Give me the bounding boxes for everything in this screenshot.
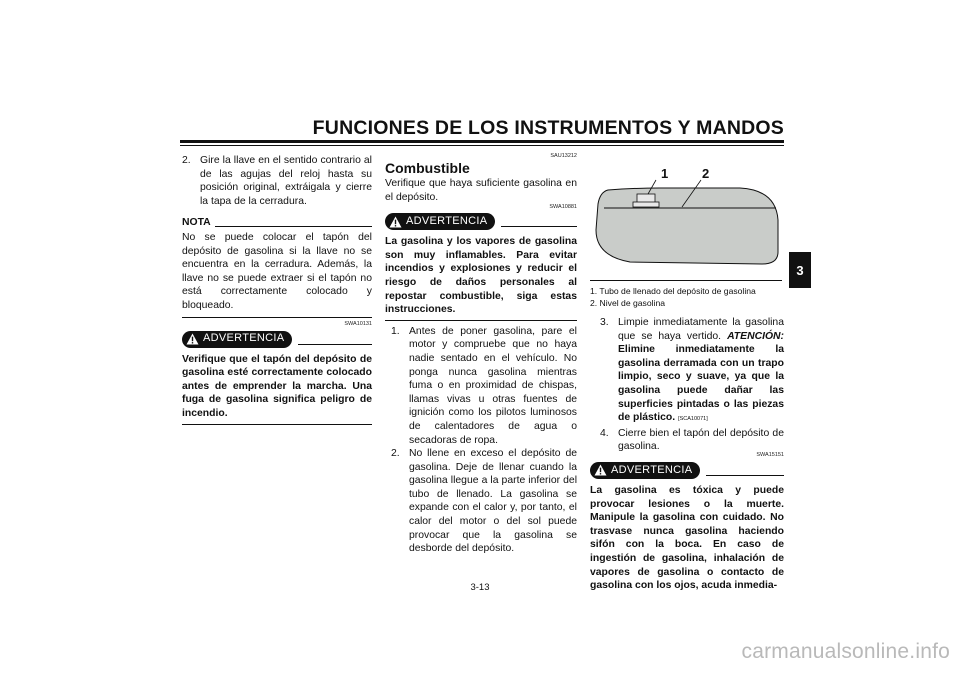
- header-rule-thin: [180, 145, 784, 146]
- warning-code: SWA10131: [344, 320, 372, 327]
- page-header-title: FUNCIONES DE LOS INSTRUMENTOS Y MANDOS: [312, 117, 784, 139]
- attention-text: Elimine inmediatamente la gasolina derramada con un trapo limpio, seco y suave, ya que la gasolina puede dañar las superficies pintadas o las piezas de plástico.: [618, 344, 784, 424]
- warning-text: La gasolina y los vapores de gasolina son muy inflamables. Para evitar incendios y explosiones y reducir el riesgo de daños personales al repostar combustible, siga estas instrucciones.: [385, 236, 577, 316]
- warning-text: Verifique que el tapón del depósito de gasolina esté correctamente colocado antes de emprender la marcha. Una fuga de gasolina significa peligro de incendio.: [182, 353, 372, 419]
- warning-badge: [590, 462, 700, 479]
- step-3: [600, 316, 784, 427]
- figure-rule: [590, 280, 782, 281]
- figure-label-2: 2: [702, 166, 710, 181]
- warning-rule: [501, 226, 577, 227]
- section-heading: Combustible: [385, 160, 470, 176]
- step-2: [391, 447, 577, 556]
- nota-text: No se puede colocar el tapón del depósito de gasolina si la llave no se encuentra en la cerradura. Además, la llave no se puede extraer si el tapón no está correctamente colocado y bloqueado.: [182, 231, 372, 311]
- figure-caption-2: 2. Nivel de gasolina: [590, 298, 666, 308]
- step-text: No llene en exceso el depósito de gasolina. Deje de llenar cuando la gasolina llegue a la parte inferior del tubo de llenado. La gasolina se expande con el calor y, por tanto, el calor del motor o del sol puede provocar que la gasolina se desborde del depósito.: [409, 448, 577, 555]
- figure-label-1: 1: [661, 166, 669, 181]
- attention-label: ATENCIÓN:: [727, 330, 785, 342]
- section-code: SAU13212: [550, 153, 577, 159]
- warning-text: La gasolina es tóxica y puede provocar lesiones o la muerte. Manipule la gasolina con cuidado. No trasvase nunca gasolina haciendo sifón con la boca. En caso de ingestión de gasolina, inhalación de vapores de gasolina o contacto de gasolina con los ojos, acuda inmedia-: [590, 484, 784, 592]
- step-number: 3.: [600, 317, 609, 328]
- warning-header: [182, 331, 372, 348]
- middle-column: [385, 153, 577, 556]
- step-4: [600, 427, 784, 454]
- fuel-tank-illustration: [590, 160, 782, 280]
- nota-label: NOTA: [182, 217, 211, 229]
- steps-list: [590, 316, 784, 454]
- header-rule: [180, 140, 784, 143]
- warning-triangle-icon: [389, 216, 402, 228]
- figure-caption-1: 1. Tubo de llenado del depósito de gasolina: [590, 286, 756, 296]
- right-column: [590, 285, 784, 593]
- warning-header: [385, 213, 577, 230]
- step-text: Antes de poner gasolina, pare el motor y compruebe que no haya nadie sentado en el vehículo. No ponga nunca gasolina mientras fuma o en proximidad de chispas, llamas vivas u otras fuentes de ignición como los pilotos luminosos de calentadores de agua o secadoras de ropa.: [409, 325, 577, 446]
- nota-end-rule: [182, 317, 372, 318]
- step-3-text: Limpie inmediatamente la gasolina que se haya vertido.: [618, 317, 784, 342]
- warning-code: SWA10881: [549, 204, 577, 211]
- nota-header: [182, 216, 372, 230]
- steps-list: [385, 325, 577, 556]
- warning-end-rule: [385, 320, 577, 321]
- warning-rule: [298, 344, 372, 345]
- warning-label: ADVERTENCIA: [406, 214, 488, 227]
- left-column: [182, 154, 372, 425]
- step-text: [618, 316, 784, 427]
- page-number: 3-13: [470, 582, 490, 593]
- step-number: 2.: [391, 448, 400, 460]
- watermark: carmanualsonline.info: [741, 640, 950, 663]
- warning-rule: [706, 475, 784, 476]
- step-number: 2.: [182, 155, 191, 166]
- step-1: [391, 325, 577, 447]
- step-number: 4.: [600, 427, 609, 439]
- section-intro: Verifique que haya suficiente gasolina en el depósito.: [385, 178, 577, 203]
- warning-label: ADVERTENCIA: [203, 332, 285, 345]
- step-2: [182, 154, 372, 208]
- attention-code: [SCA10071]: [678, 416, 708, 423]
- nota-rule: [215, 226, 372, 227]
- warning-badge: [182, 331, 292, 348]
- step-number: 1.: [391, 325, 400, 337]
- warning-end-rule: [182, 424, 372, 425]
- warning-header: [590, 462, 784, 479]
- warning-badge: [385, 213, 495, 230]
- fuel-tank-figure: [590, 160, 782, 280]
- warning-triangle-icon: [594, 464, 607, 476]
- warning-code: SWA15151: [756, 451, 784, 458]
- chapter-tab: 3: [789, 252, 811, 288]
- warning-label: ADVERTENCIA: [611, 463, 693, 476]
- warning-triangle-icon: [186, 333, 199, 345]
- step-text: Gire la llave en el sentido contrario al de las agujas del reloj hasta su posición original, extráigala y cierre la tapa de la cerradura.: [200, 155, 372, 207]
- step-text: Cierre bien el tapón del depósito de gasolina.: [618, 427, 784, 453]
